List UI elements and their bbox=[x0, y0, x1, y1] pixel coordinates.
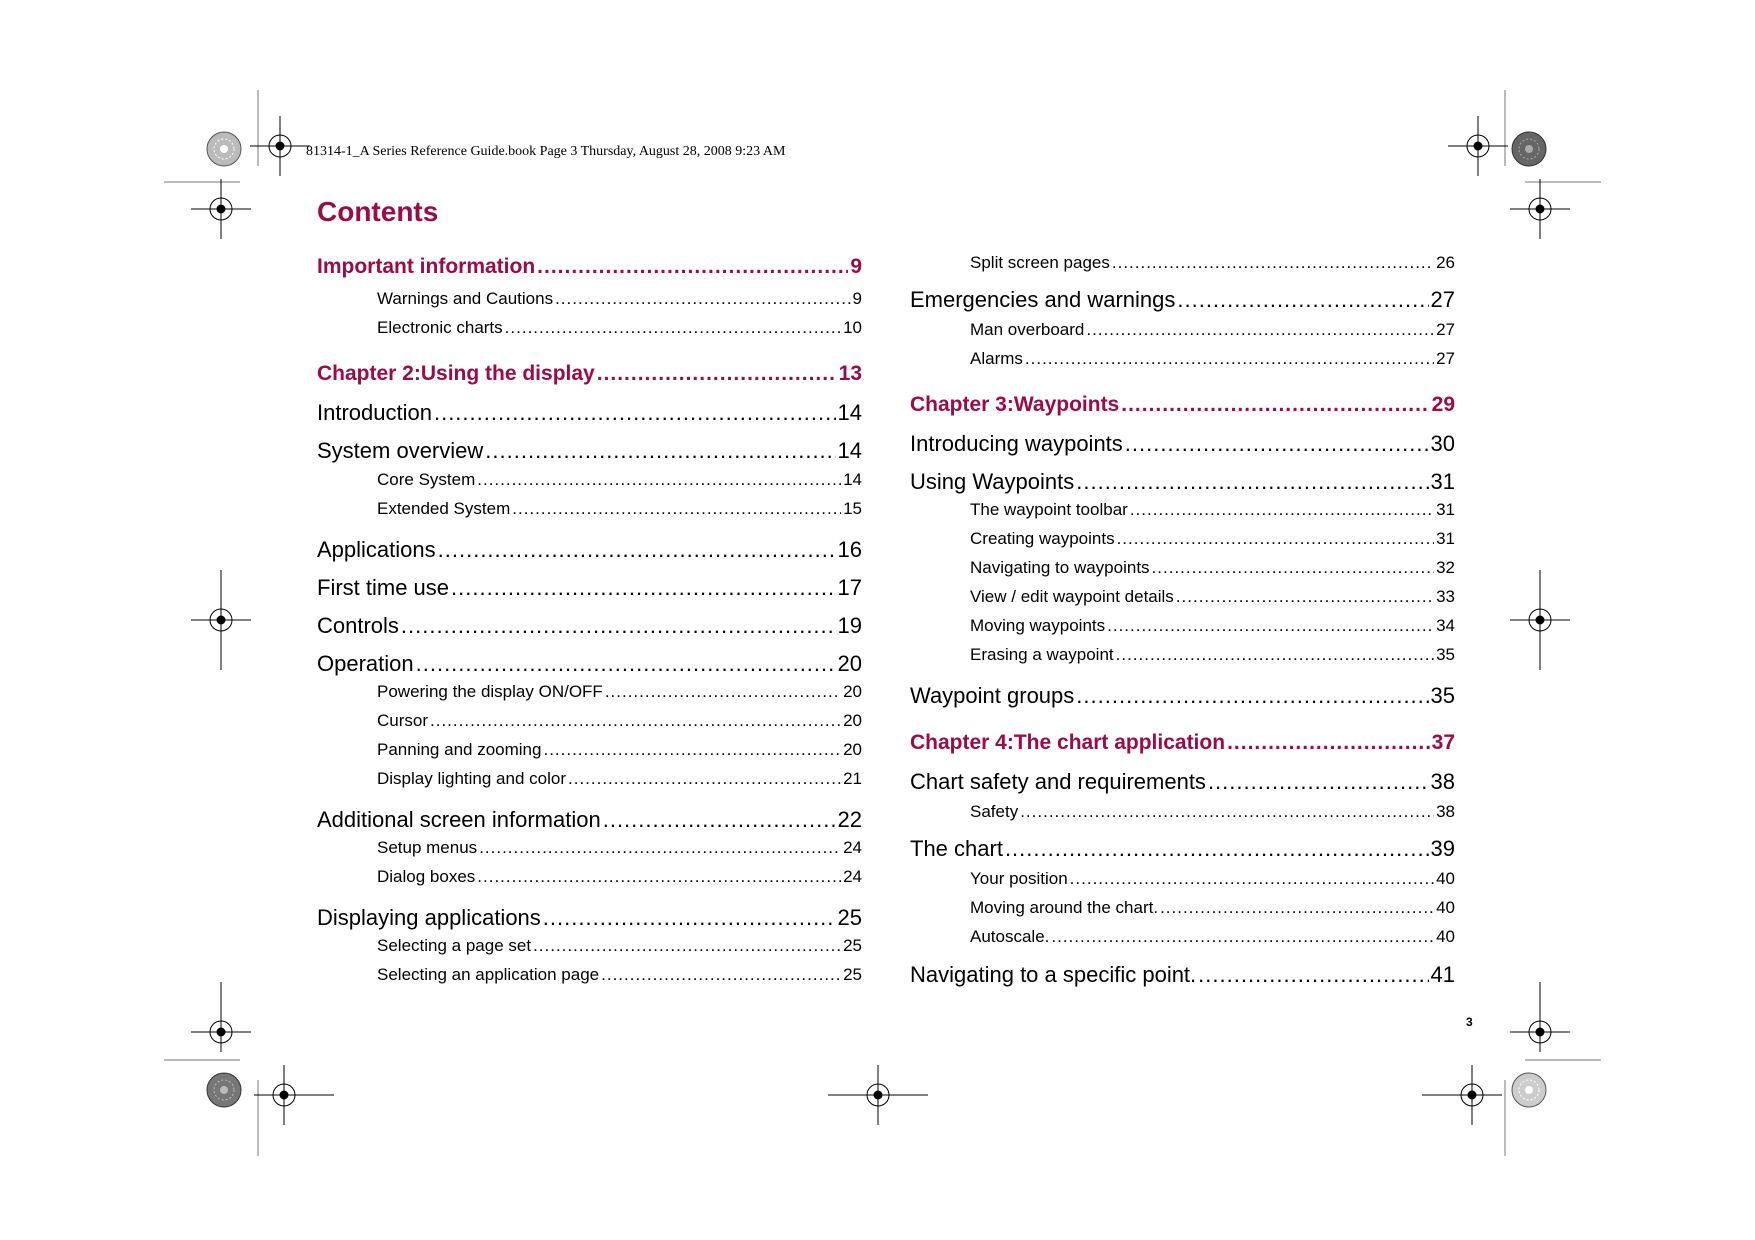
toc-entry-title: Additional screen information bbox=[317, 807, 601, 832]
toc-entry-page: 27 bbox=[1436, 349, 1455, 368]
toc-entry-page: 35 bbox=[1436, 645, 1455, 664]
toc-entry-page: 16 bbox=[837, 537, 862, 562]
toc-entry-page: 15 bbox=[843, 499, 862, 518]
toc-entry-title: Display lighting and color bbox=[377, 769, 566, 788]
toc-leader-dots bbox=[438, 537, 836, 563]
toc-entry-page: 31 bbox=[1430, 469, 1455, 494]
toc-entry-title: Extended System bbox=[377, 499, 511, 518]
toc-entry-title: Cursor bbox=[377, 711, 429, 730]
toc-entry[interactable] bbox=[910, 529, 1455, 549]
toc-entry[interactable] bbox=[317, 537, 862, 563]
toc-entry-title: Erasing a waypoint bbox=[970, 645, 1114, 664]
toc-leader-dots bbox=[543, 905, 836, 931]
toc-entry-page: 20 bbox=[843, 711, 862, 730]
toc-entry-page: 25 bbox=[837, 905, 862, 930]
toc-entry-title: Navigating to a specific point. bbox=[910, 962, 1197, 987]
toc-entry-page: 20 bbox=[843, 740, 862, 759]
toc-entry-title: Powering the display ON/OFF bbox=[377, 682, 603, 701]
page-title: Contents bbox=[317, 196, 439, 227]
toc-entry[interactable] bbox=[317, 965, 862, 985]
toc-leader-dots bbox=[1160, 898, 1434, 918]
toc-entry-page: 14 bbox=[837, 400, 862, 425]
toc-entry-title: Chapter 2:Using the display bbox=[317, 362, 595, 385]
toc-entry-page: 26 bbox=[1436, 253, 1455, 272]
toc-entry[interactable] bbox=[910, 769, 1455, 795]
toc-entry-page: 38 bbox=[1436, 802, 1455, 821]
toc-entry-page: 34 bbox=[1436, 616, 1455, 635]
toc-entry[interactable] bbox=[317, 255, 862, 280]
toc-entry[interactable] bbox=[317, 711, 862, 731]
toc-entry[interactable] bbox=[317, 470, 862, 490]
toc-entry-page: 14 bbox=[843, 470, 862, 489]
toc-entry[interactable] bbox=[910, 431, 1455, 457]
toc-entry-title: Split screen pages bbox=[970, 253, 1110, 272]
toc-entry-page: 21 bbox=[843, 769, 862, 788]
toc-entry[interactable] bbox=[910, 645, 1455, 665]
toc-entry-page: 30 bbox=[1430, 431, 1455, 456]
toc-entry[interactable] bbox=[910, 898, 1455, 918]
toc-entry[interactable] bbox=[910, 962, 1455, 988]
toc-entry-page: 29 bbox=[1431, 393, 1455, 416]
toc-entry-title: Important information bbox=[317, 255, 536, 278]
toc-entry[interactable] bbox=[317, 362, 862, 387]
toc-entry-title: System overview bbox=[317, 438, 484, 463]
toc-entry-title: Creating waypoints bbox=[970, 529, 1115, 548]
toc-leader-dots bbox=[434, 400, 836, 426]
toc-entry-title: Core System bbox=[377, 470, 476, 489]
toc-entry-title: First time use bbox=[317, 575, 450, 600]
toc-entry-title: Emergencies and warnings bbox=[910, 287, 1176, 312]
toc-entry[interactable] bbox=[317, 318, 862, 338]
toc-entry-page: 14 bbox=[837, 438, 862, 463]
toc-leader-dots bbox=[533, 936, 841, 956]
toc-leader-dots bbox=[1086, 320, 1434, 340]
toc-entry[interactable] bbox=[910, 469, 1455, 495]
toc-entry-title: Operation bbox=[317, 651, 414, 676]
toc-leader-dots bbox=[597, 362, 837, 387]
toc-leader-dots bbox=[477, 470, 841, 490]
toc-entry-title: Waypoint groups bbox=[910, 683, 1075, 708]
toc-entry[interactable] bbox=[910, 683, 1455, 709]
toc-entry-page: 22 bbox=[837, 807, 862, 832]
toc-entry[interactable] bbox=[910, 349, 1455, 369]
toc-entry-page: 25 bbox=[843, 965, 862, 984]
toc-leader-dots bbox=[512, 499, 841, 519]
toc-leader-dots bbox=[1076, 683, 1428, 709]
toc-entry-title: Your position bbox=[970, 869, 1068, 888]
toc-entry-title: Warnings and Cautions bbox=[377, 289, 554, 308]
toc-leader-dots bbox=[479, 838, 841, 858]
page-header: 81314-1_A Series Reference Guide.book Page 3 Thursday, August 28, 2008 9:23 AM bbox=[306, 144, 786, 159]
toc-leader-dots bbox=[401, 613, 836, 639]
toc-entry-page: 40 bbox=[1436, 898, 1455, 917]
toc-leader-dots bbox=[1125, 431, 1429, 457]
toc-entry-page: 27 bbox=[1430, 287, 1455, 312]
toc-leader-dots bbox=[555, 289, 850, 309]
toc-entry-page: 37 bbox=[1431, 731, 1455, 754]
toc-leader-dots bbox=[1051, 927, 1434, 947]
toc-entry-title: Chapter 3:Waypoints bbox=[910, 393, 1120, 416]
toc-leader-dots bbox=[451, 575, 835, 601]
toc-leader-dots bbox=[1121, 393, 1429, 418]
toc-entry[interactable] bbox=[317, 575, 862, 601]
toc-leader-dots bbox=[1112, 253, 1434, 273]
toc-leader-dots bbox=[416, 651, 836, 677]
toc-entry[interactable] bbox=[317, 682, 862, 702]
toc-entry[interactable] bbox=[910, 731, 1455, 756]
toc-entry-title: Chart safety and requirements bbox=[910, 769, 1206, 794]
toc-leader-dots bbox=[601, 965, 841, 985]
toc-entry-title: The waypoint toolbar bbox=[970, 500, 1128, 519]
toc-leader-dots bbox=[1198, 962, 1428, 988]
toc-entry-title: Selecting an application page bbox=[377, 965, 600, 984]
toc-leader-dots bbox=[477, 867, 841, 887]
toc-leader-dots bbox=[1177, 287, 1428, 313]
toc-entry-page: 39 bbox=[1430, 836, 1455, 861]
toc-leader-dots bbox=[1005, 836, 1429, 862]
toc-entry-title: Alarms bbox=[970, 349, 1023, 368]
toc-leader-dots bbox=[505, 318, 841, 338]
toc-leader-dots bbox=[1208, 769, 1429, 795]
toc-entry[interactable] bbox=[317, 400, 862, 426]
toc-entry[interactable] bbox=[317, 438, 862, 464]
toc-leader-dots bbox=[1076, 469, 1428, 495]
toc-leader-dots bbox=[543, 740, 841, 760]
toc-entry[interactable] bbox=[910, 253, 1455, 273]
toc-entry-page: 9 bbox=[852, 289, 862, 308]
toc-leader-dots bbox=[1070, 869, 1434, 889]
toc-entry-page: 13 bbox=[838, 362, 862, 385]
toc-entry[interactable] bbox=[317, 838, 862, 858]
toc-entry-title: The chart bbox=[910, 836, 1003, 861]
toc-leader-dots bbox=[1176, 587, 1434, 607]
toc-leader-dots bbox=[1227, 731, 1430, 756]
toc-entry-title: Chapter 4:The chart application bbox=[910, 731, 1226, 754]
toc-leader-dots bbox=[1020, 802, 1434, 822]
toc-entry[interactable] bbox=[910, 836, 1455, 862]
toc-entry-page: 35 bbox=[1430, 683, 1455, 708]
toc-entry-title: Setup menus bbox=[377, 838, 478, 857]
toc-entry-page: 24 bbox=[843, 838, 862, 857]
toc-entry[interactable] bbox=[317, 769, 862, 789]
toc-entry-title: Introduction bbox=[317, 400, 432, 425]
toc-entry[interactable] bbox=[317, 807, 862, 833]
toc-entry-title: Moving waypoints bbox=[970, 616, 1106, 635]
toc-leader-dots bbox=[1116, 645, 1434, 665]
toc-entry-page: 40 bbox=[1436, 927, 1455, 946]
toc-leader-dots bbox=[603, 807, 836, 833]
toc-entry[interactable] bbox=[317, 936, 862, 956]
toc-entry-page: 31 bbox=[1436, 529, 1455, 548]
toc-entry[interactable] bbox=[910, 927, 1455, 947]
toc-leader-dots bbox=[1130, 500, 1434, 520]
toc-entry-page: 25 bbox=[843, 936, 862, 955]
toc-entry[interactable] bbox=[317, 867, 862, 887]
toc-entry-page: 19 bbox=[837, 613, 862, 638]
toc-leader-dots bbox=[1107, 616, 1434, 636]
toc-entry-title: Displaying applications bbox=[317, 905, 541, 930]
toc-entry[interactable] bbox=[317, 905, 862, 931]
toc-entry-title: Applications bbox=[317, 537, 436, 562]
toc-entry[interactable] bbox=[910, 320, 1455, 340]
toc-entry[interactable] bbox=[910, 616, 1455, 636]
toc-entry[interactable] bbox=[910, 393, 1455, 418]
toc-entry-title: Man overboard bbox=[970, 320, 1085, 339]
toc-entry-title: View / edit waypoint details bbox=[970, 587, 1174, 606]
page-number: 3 bbox=[1466, 1015, 1473, 1029]
toc-entry[interactable] bbox=[910, 587, 1455, 607]
toc-entry[interactable] bbox=[317, 740, 862, 760]
toc-entry[interactable] bbox=[910, 558, 1455, 578]
toc-entry-page: 20 bbox=[837, 651, 862, 676]
toc-entry-title: Panning and zooming bbox=[377, 740, 542, 759]
toc-leader-dots bbox=[605, 682, 841, 702]
toc-entry[interactable] bbox=[910, 287, 1455, 313]
toc-entry-page: 31 bbox=[1436, 500, 1455, 519]
toc-entry-title: Moving around the chart. bbox=[970, 898, 1159, 917]
toc-leader-dots bbox=[1025, 349, 1434, 369]
toc-entry-title: Navigating to waypoints bbox=[970, 558, 1150, 577]
toc-entry[interactable] bbox=[317, 651, 862, 677]
toc-entry-page: 40 bbox=[1436, 869, 1455, 888]
toc-entry-page: 27 bbox=[1436, 320, 1455, 339]
toc-leader-dots bbox=[537, 255, 848, 280]
toc-leader-dots bbox=[430, 711, 841, 731]
toc-entry[interactable] bbox=[317, 289, 862, 309]
toc-entry-title: Electronic charts bbox=[377, 318, 503, 337]
toc-entry-page: 33 bbox=[1436, 587, 1455, 606]
toc-entry-page: 10 bbox=[843, 318, 862, 337]
toc-entry-title: Using Waypoints bbox=[910, 469, 1075, 494]
toc-entry-page: 24 bbox=[843, 867, 862, 886]
toc-entry-title: Selecting a page set bbox=[377, 936, 532, 955]
toc-entry-page: 41 bbox=[1430, 962, 1455, 987]
toc-entry-title: Autoscale. bbox=[970, 927, 1050, 946]
toc-leader-dots bbox=[1117, 529, 1435, 549]
toc-entry-page: 17 bbox=[837, 575, 862, 600]
toc-entry[interactable] bbox=[910, 802, 1455, 822]
toc-entry-page: 38 bbox=[1430, 769, 1455, 794]
toc-leader-dots bbox=[1152, 558, 1435, 578]
toc-entry[interactable] bbox=[910, 869, 1455, 889]
toc-entry-title: Introducing waypoints bbox=[910, 431, 1123, 456]
toc-entry-title: Controls bbox=[317, 613, 399, 638]
toc-leader-dots bbox=[485, 438, 835, 464]
toc-leader-dots bbox=[568, 769, 841, 789]
toc-entry-page: 9 bbox=[850, 255, 862, 278]
toc-entry-title: Dialog boxes bbox=[377, 867, 476, 886]
toc-entry[interactable] bbox=[317, 499, 862, 519]
toc-entry-page: 32 bbox=[1436, 558, 1455, 577]
toc-entry[interactable] bbox=[910, 500, 1455, 520]
toc-entry[interactable] bbox=[317, 613, 862, 639]
toc-entry-page: 20 bbox=[843, 682, 862, 701]
toc-entry-title: Safety bbox=[970, 802, 1019, 821]
